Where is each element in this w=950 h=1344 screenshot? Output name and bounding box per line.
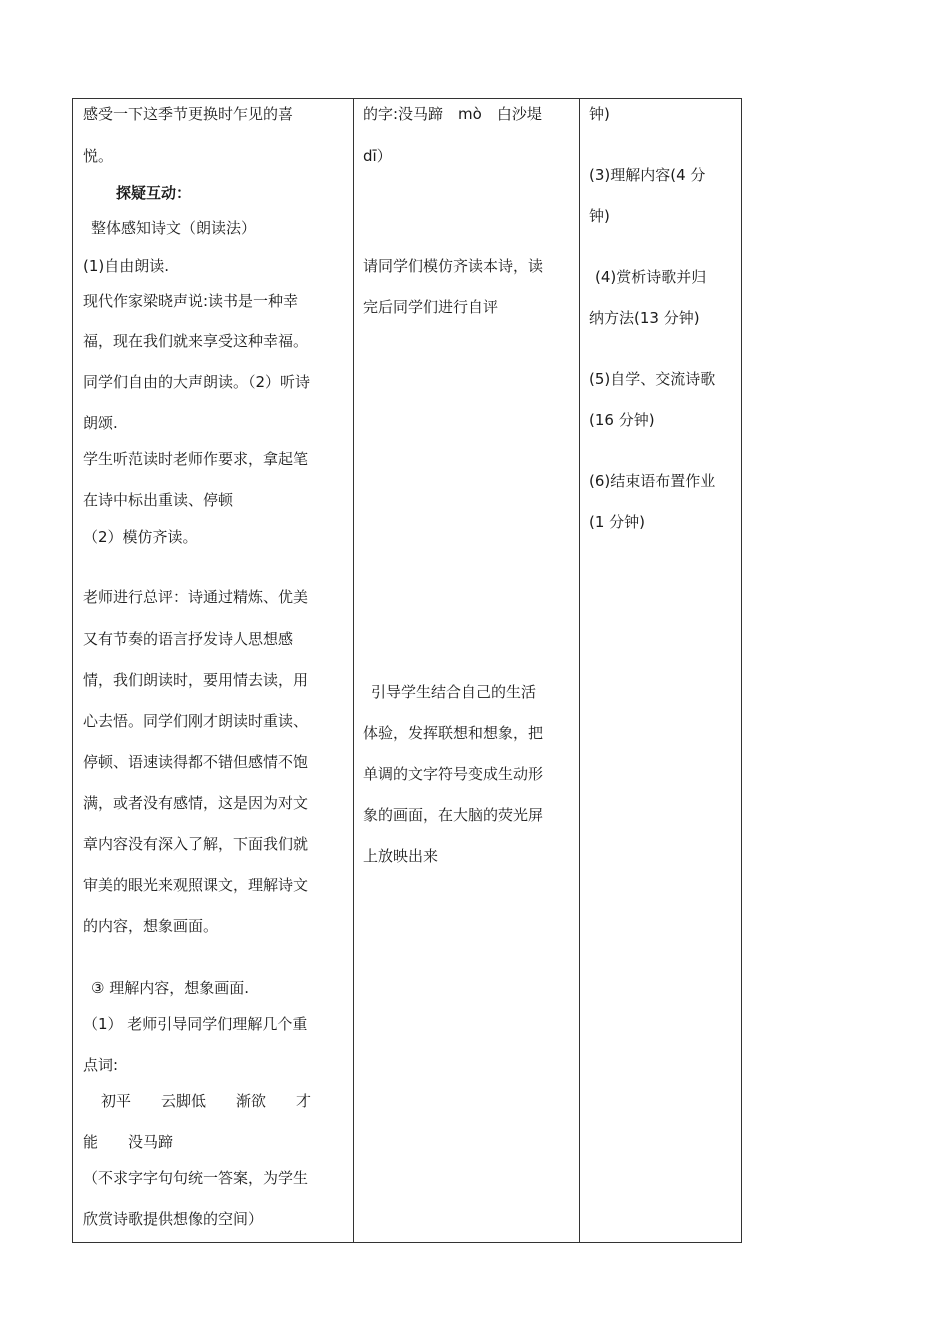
teaching-process-column — [83, 99, 348, 1242]
text-line: （不求字字句句统一答案，为学生 — [83, 1169, 309, 1187]
text-line: （1） 老师引导同学们理解几个重 — [83, 1015, 308, 1033]
text-line: (4)赏析诗歌并归 — [595, 268, 707, 286]
student-activity-column — [363, 99, 573, 1242]
text-line: ③ 理解内容，想象画面. — [91, 979, 249, 997]
text-line: 感受一下这季节更换时乍见的喜 — [83, 105, 294, 123]
text-line: 点词: — [83, 1056, 119, 1074]
text-line: 象的画面，在大脑的荧光屏 — [363, 806, 544, 824]
text-line: 情，我们朗读时，要用情去读，用 — [83, 671, 309, 689]
text-line: (1 分钟) — [589, 513, 646, 531]
text-line: 引导学生结合自己的生活 — [371, 683, 537, 701]
text-line: 钟) — [589, 105, 610, 123]
text-line: 又有节奏的语言抒发诗人思想感 — [83, 630, 294, 648]
column-divider — [579, 99, 580, 1242]
text-line: 初平 云脚低 渐欲 才 — [101, 1092, 312, 1110]
text-line: 心去悟。同学们刚才朗读时重读、 — [83, 712, 309, 730]
time-allocation-column — [589, 99, 739, 1242]
text-line: 福，现在我们就来享受这种幸福。 — [83, 332, 309, 350]
text-line: 整体感知诗文（朗读法） — [91, 219, 257, 237]
text-line: 纳方法(13 分钟) — [589, 309, 700, 327]
text-line: 完后同学们进行自评 — [363, 298, 499, 316]
text-line: （2）模仿齐读。 — [83, 528, 198, 546]
text-line: 审美的眼光来观照课文，理解诗文 — [83, 876, 309, 894]
text-line: 上放映出来 — [363, 847, 439, 865]
section-heading: 探疑互动： — [116, 184, 192, 202]
text-line: (16 分钟) — [589, 411, 655, 429]
text-line: 的内容，想象画面。 — [83, 917, 219, 935]
text-line: 同学们自由的大声朗读。（2）听诗 — [83, 373, 311, 391]
text-line: 在诗中标出重读、停顿 — [83, 491, 234, 509]
lesson-table — [72, 98, 742, 1243]
text-line: 满，或者没有感情，这是因为对文 — [83, 794, 309, 812]
text-line: (1)自由朗读. — [83, 257, 170, 275]
text-line: 能 没马蹄 — [83, 1133, 174, 1151]
text-line: 欣赏诗歌提供想像的空间） — [83, 1210, 264, 1228]
text-line: 单调的文字符号变成生动形 — [363, 765, 544, 783]
text-line: 章内容没有深入了解，下面我们就 — [83, 835, 309, 853]
text-line: 学生听范读时老师作要求，拿起笔 — [83, 450, 309, 468]
text-line: 现代作家梁晓声说:读书是一种幸 — [83, 292, 299, 310]
text-line: dī） — [363, 147, 392, 165]
text-line: 朗颂. — [83, 414, 118, 432]
text-line: 停顿、语速读得都不错但感情不饱 — [83, 753, 309, 771]
text-line: 老师进行总评：诗通过精炼、优美 — [83, 588, 309, 606]
text-line: (5)自学、交流诗歌 — [589, 370, 716, 388]
text-line: 钟) — [589, 207, 610, 225]
text-line: 悦。 — [83, 147, 114, 165]
text-line: (6)结束语布置作业 — [589, 472, 716, 490]
text-line: 体验，发挥联想和想象，把 — [363, 724, 544, 742]
text-line: (3)理解内容(4 分 — [589, 166, 706, 184]
column-divider — [353, 99, 354, 1242]
text-line: 的字:没马蹄 mò 白沙堤 — [363, 105, 542, 123]
text-line: 请同学们模仿齐读本诗，读 — [363, 257, 544, 275]
